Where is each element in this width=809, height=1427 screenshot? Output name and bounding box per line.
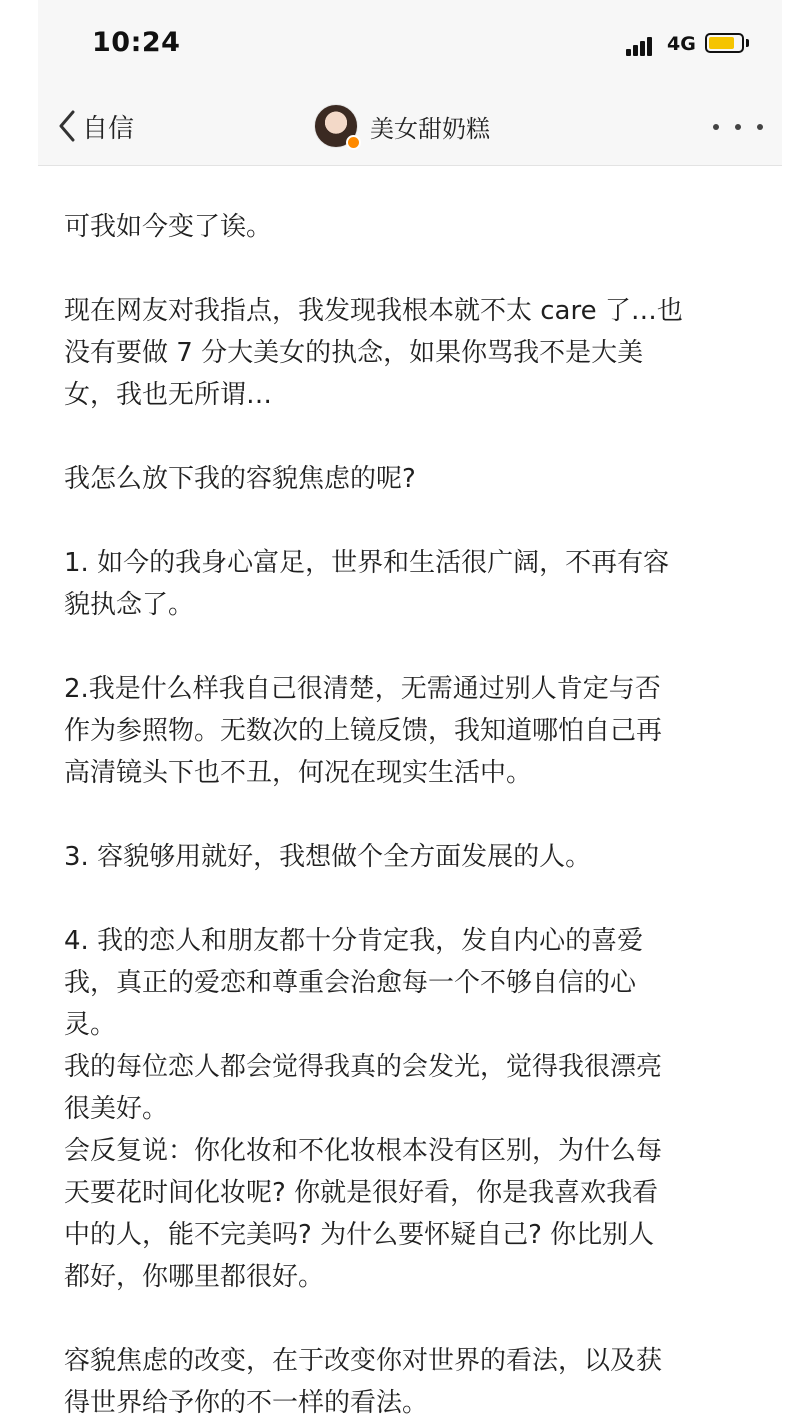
avatar[interactable] bbox=[314, 104, 358, 148]
top-area bbox=[38, 0, 782, 166]
paragraph-line: 灵。 bbox=[64, 1010, 117, 1040]
paragraph-line: 1. 如今的我身心富足，世界和生活很广阔，不再有容 bbox=[64, 548, 670, 578]
paragraph-line: 3. 容貌够用就好，我想做个全方面发展的人。 bbox=[64, 842, 592, 872]
paragraph-line: 没有要做 7 分大美女的执念，如果你骂我不是大美 bbox=[64, 338, 644, 368]
paragraph-line: 都好，你哪里都很好。 bbox=[64, 1262, 325, 1292]
paragraph-line: 作为参照物。无数次的上镜反馈，我知道哪怕自己再 bbox=[64, 716, 663, 746]
signal-icon bbox=[626, 34, 658, 56]
paragraph-line: 很美好。 bbox=[64, 1094, 169, 1124]
paragraph-line: 会反复说：你化妆和不化妆根本没有区别，为什么每 bbox=[64, 1136, 663, 1166]
battery-icon bbox=[705, 33, 744, 53]
post-content bbox=[64, 206, 754, 1424]
paragraph-line: 我怎么放下我的容貌焦虑的呢? bbox=[64, 464, 416, 494]
chevron-left-icon bbox=[58, 110, 76, 142]
paragraph-line: 现在网友对我指点，我发现我根本就不太 care 了…也 bbox=[64, 296, 683, 326]
paragraph-line: 4. 我的恋人和朋友都十分肯定我，发自内心的喜爱 bbox=[64, 926, 644, 956]
paragraph-line: 容貌焦虑的改变，在于改变你对世界的看法，以及获 bbox=[64, 1346, 663, 1376]
profile-header[interactable] bbox=[314, 102, 490, 150]
paragraph-line: 我的每位恋人都会觉得我真的会发光，觉得我很漂亮 bbox=[64, 1052, 663, 1082]
status-time: 10:24 bbox=[92, 27, 181, 58]
verified-badge-icon bbox=[346, 135, 361, 150]
paragraph-line: 女，我也无所谓… bbox=[64, 380, 273, 410]
profile-name[interactable]: 美女甜奶糕 bbox=[370, 114, 490, 143]
battery-level bbox=[709, 37, 734, 49]
paragraph-line: 得世界给予你的不一样的看法。 bbox=[64, 1388, 429, 1418]
network-type: 4G bbox=[667, 33, 696, 55]
status-bar bbox=[38, 0, 782, 88]
paragraph-line: 高清镜头下也不丑，何况在现实生活中。 bbox=[64, 758, 533, 788]
battery-cap bbox=[746, 39, 749, 47]
back-label: 自信 bbox=[82, 113, 135, 144]
phone-screen bbox=[38, 0, 782, 1427]
ellipsis-icon bbox=[713, 124, 719, 130]
paragraph-line: 中的人，能不完美吗? 为什么要怀疑自己? 你比别人 bbox=[64, 1220, 655, 1250]
paragraph-line: 可我如今变了诶。 bbox=[64, 212, 273, 242]
paragraph-line: 我，真正的爱恋和尊重会治愈每一个不够自信的心 bbox=[64, 968, 637, 998]
more-button[interactable] bbox=[713, 115, 763, 139]
paragraph-line: 貌执念了。 bbox=[64, 590, 195, 620]
back-button[interactable] bbox=[58, 106, 134, 146]
nav-bar bbox=[38, 88, 782, 165]
paragraph-line: 2.我是什么样我自己很清楚，无需通过别人肯定与否 bbox=[64, 674, 661, 704]
paragraph-line: 天要花时间化妆呢? 你就是很好看，你是我喜欢我看 bbox=[64, 1178, 659, 1208]
